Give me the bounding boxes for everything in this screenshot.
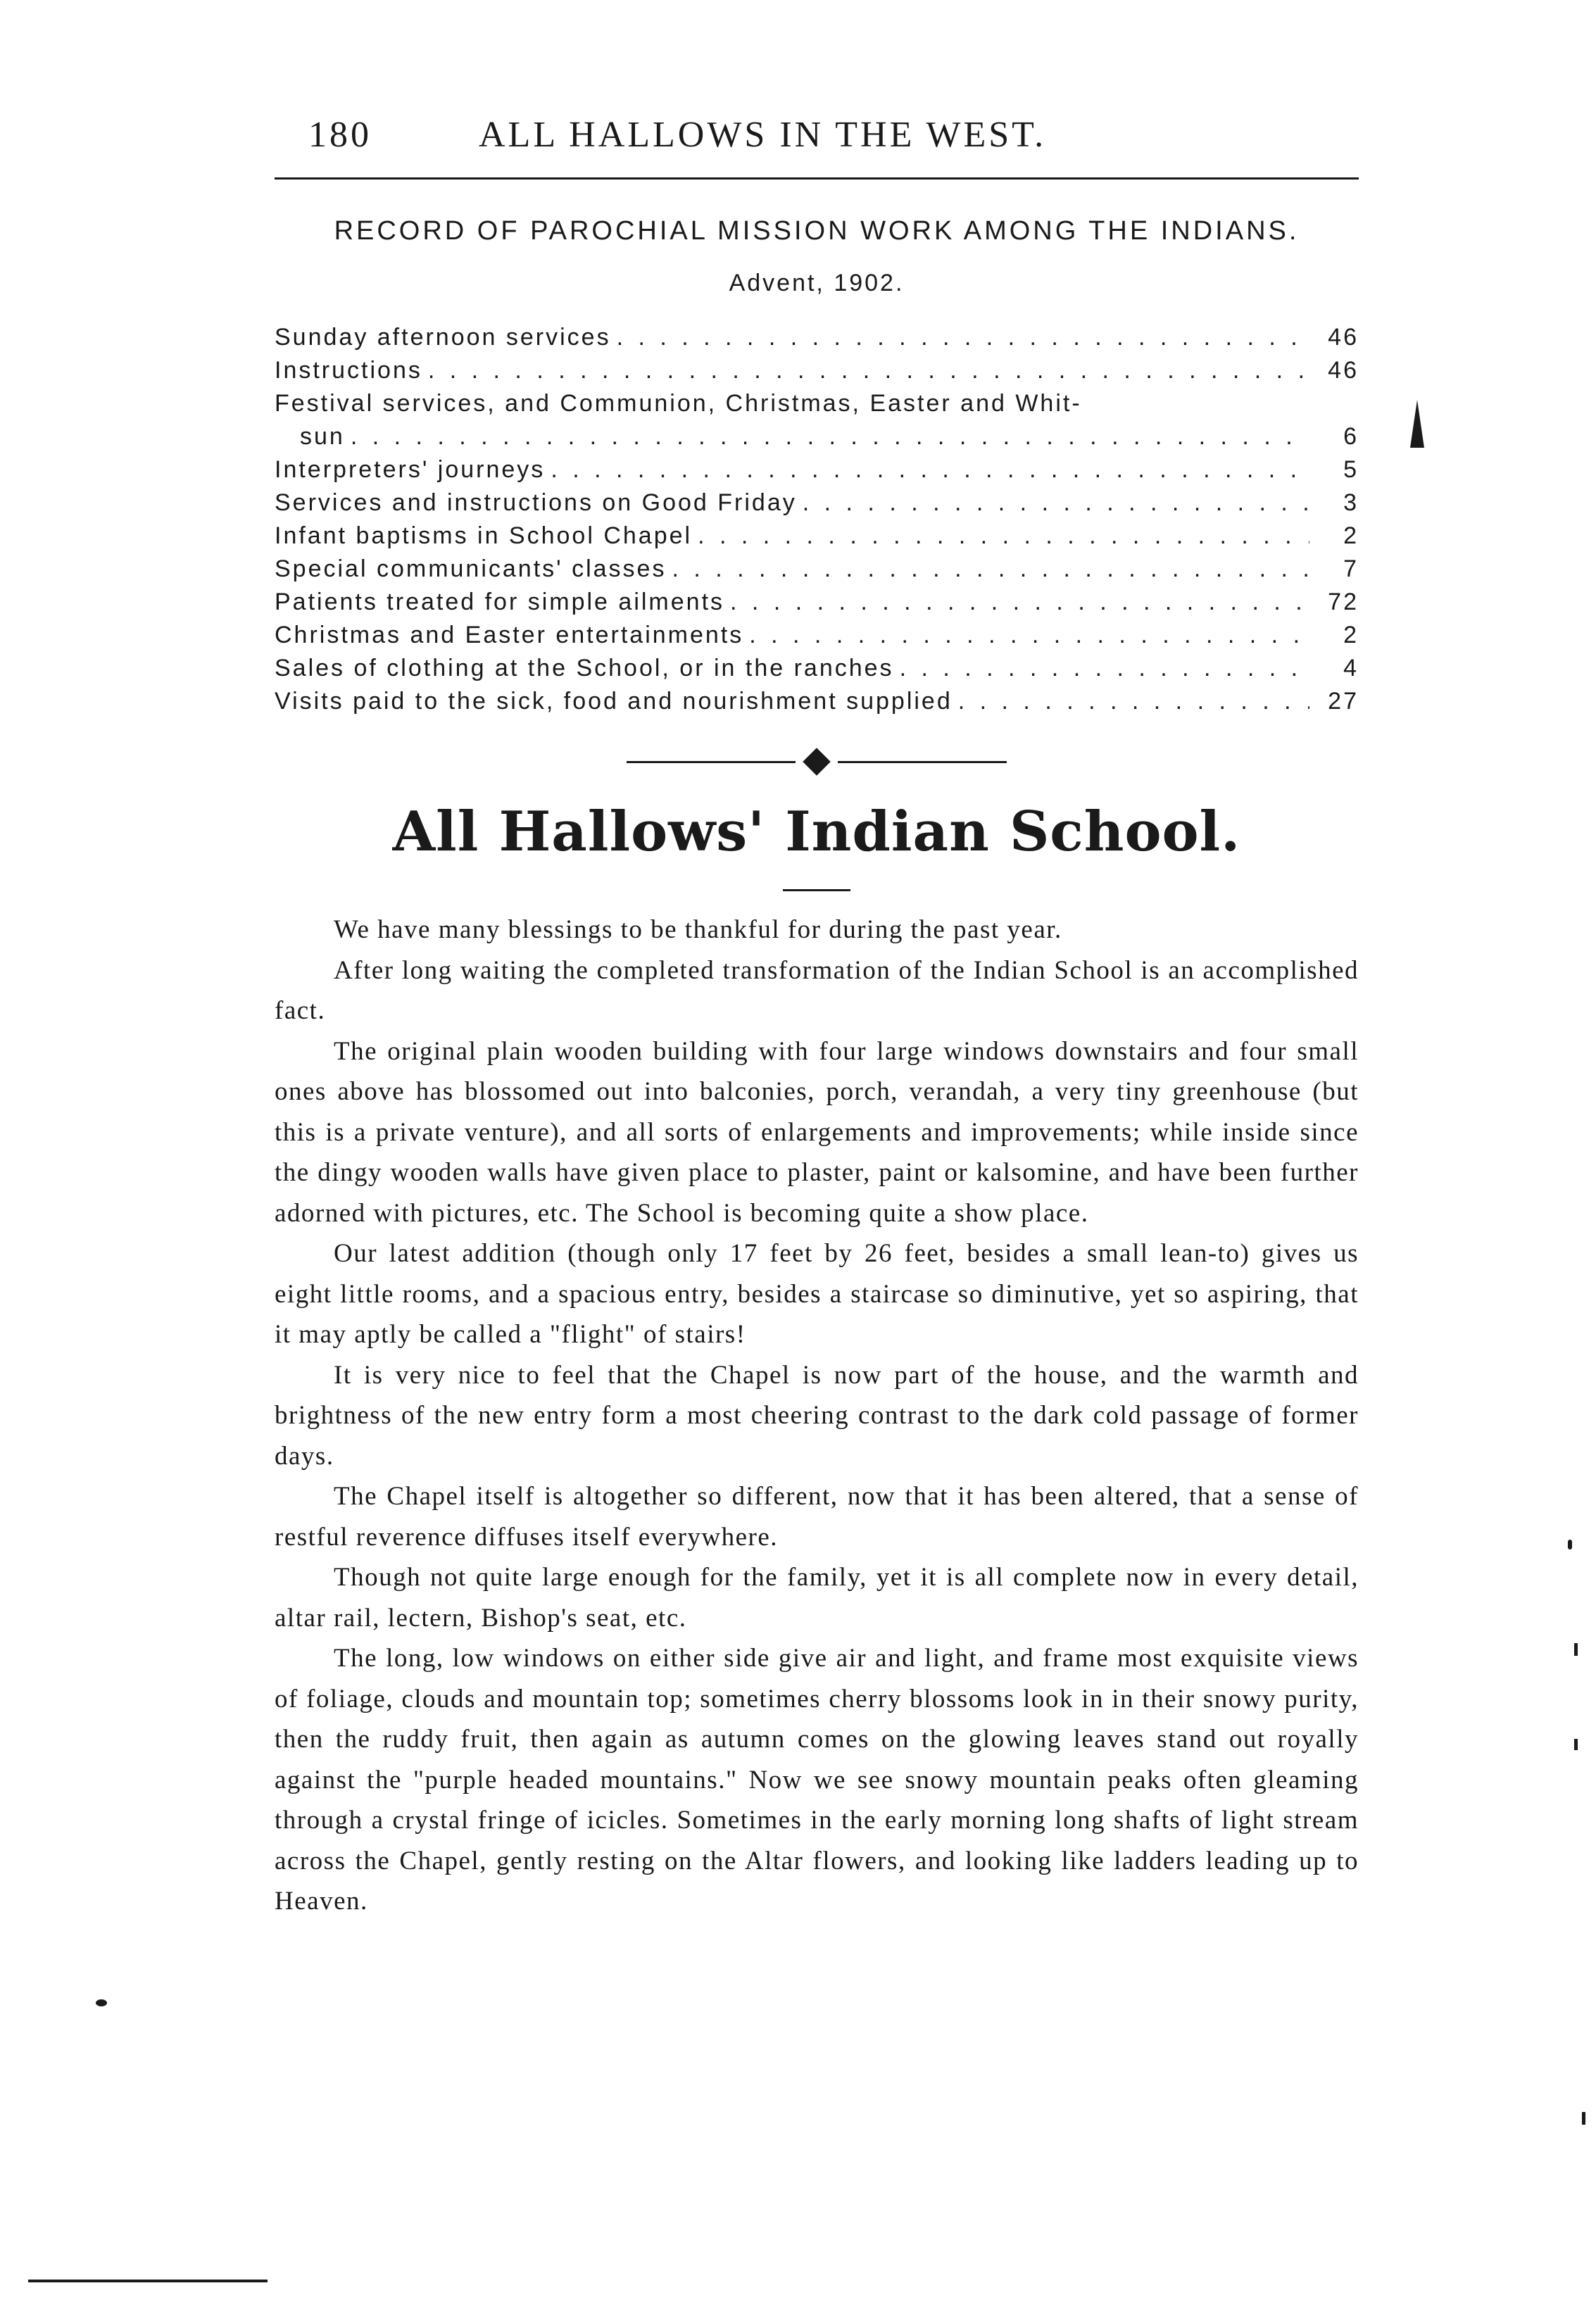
record-item-label: Visits paid to the sick, food and nourishment supplied bbox=[275, 688, 953, 715]
running-head bbox=[275, 106, 1359, 162]
record-item bbox=[275, 387, 1359, 420]
margin-scan-mark bbox=[1410, 400, 1424, 448]
bottom-rule bbox=[28, 2280, 268, 2282]
record-item-count: 6 bbox=[1343, 423, 1359, 450]
record-item-label: Special communicants' classes bbox=[275, 555, 667, 582]
dot-leader bbox=[617, 321, 1309, 354]
record-item-count: 2 bbox=[1343, 522, 1359, 549]
dot-leader bbox=[803, 486, 1309, 520]
dot-leader bbox=[551, 453, 1309, 486]
dot-leader bbox=[672, 553, 1309, 586]
record-item-count: 4 bbox=[1343, 655, 1359, 681]
margin-scan-mark bbox=[1574, 1739, 1578, 1750]
dot-leader bbox=[351, 420, 1309, 453]
margin-scan-mark bbox=[1574, 1643, 1578, 1656]
record-item-label: Services and instructions on Good Friday bbox=[275, 489, 797, 516]
record-item-label: Sunday afternoon services bbox=[275, 324, 611, 351]
record-item-count: 72 bbox=[1328, 589, 1359, 615]
paragraph: We have many blessings to be thankful for during the past year. bbox=[334, 915, 1062, 944]
paragraph: Though not quite large enough for the family, yet it is all complete now in every detail, altar rail, lectern, Bishop's seat, etc. bbox=[275, 1563, 1359, 1633]
record-title: RECORD OF PAROCHIAL MISSION WORK AMONG THE INDIANS. bbox=[334, 216, 1300, 246]
dot-leader bbox=[730, 586, 1309, 619]
paragraph: The long, low windows on either side give air and light, and frame most exquisite views of foliage, clouds and mountain top; sometimes cherry blossoms look in in their snowy purity, then the ruddy fruit, then again as autumn comes on the glowing leaves stand out royally against the "purple headed mountains." Now we see snowy mountain peaks often gleaming through a crystal fringe of icicles. Sometimes in the early morning long shafts of light stream across the Chapel, gently resting on the Altar flowers, and looking like ladders leading up to Heaven. bbox=[275, 1644, 1359, 1916]
record-item-count: 46 bbox=[1328, 357, 1359, 384]
section-title: All Hallows' Indian School. bbox=[392, 800, 1241, 864]
record-item-label: Patients treated for simple ailments bbox=[275, 589, 725, 615]
record-item-count: 2 bbox=[1343, 622, 1359, 648]
section-divider-ornament bbox=[627, 748, 1007, 776]
paragraph: Our latest addition (though only 17 feet by 26 feet, besides a small lean-to) gives us eight little rooms, and a spacious entry, besides a staircase so diminutive, yet so aspiring, that it may aptly be called a "flight" of stairs! bbox=[275, 1239, 1359, 1349]
paragraph: After long waiting the completed transformation of the Indian School is an accomplished fact. bbox=[275, 955, 1359, 1025]
title-rule bbox=[783, 889, 850, 891]
book-page bbox=[275, 106, 1359, 1922]
dot-leader bbox=[958, 685, 1309, 718]
record-item-label: Sales of clothing at the School, or in the ranches bbox=[275, 655, 894, 681]
header-rule bbox=[275, 177, 1359, 180]
record-item-count: 3 bbox=[1343, 489, 1359, 516]
margin-scan-mark bbox=[1568, 1540, 1572, 1549]
record-item-label: Christmas and Easter entertainments bbox=[275, 622, 744, 648]
running-title: ALL HALLOWS IN THE WEST. bbox=[479, 115, 1047, 155]
dot-leader bbox=[698, 520, 1309, 553]
record-item-count: 5 bbox=[1343, 456, 1359, 483]
dot-leader bbox=[428, 354, 1309, 387]
record-item bbox=[275, 520, 1359, 553]
record-date: Advent, 1902. bbox=[729, 270, 905, 296]
record-item-count: 27 bbox=[1328, 688, 1359, 715]
record-item bbox=[275, 619, 1359, 652]
record-item-count: 7 bbox=[1343, 555, 1359, 582]
record-item-label-continuation: sun bbox=[300, 423, 345, 450]
record-list bbox=[275, 321, 1359, 718]
paragraph: It is very nice to feel that the Chapel is now part of the house, and the warmth and brightness of the new entry form a most cheering contrast to the dark cold passage of former days. bbox=[275, 1360, 1359, 1471]
dot-leader bbox=[900, 652, 1309, 685]
record-item bbox=[275, 453, 1359, 486]
article-body bbox=[275, 910, 1359, 1922]
diamond-icon bbox=[803, 748, 831, 776]
record-item bbox=[275, 553, 1359, 586]
paragraph: The original plain wooden building with four large windows downstairs and four small ones above has blossomed out into balconies, porch, verandah, a very tiny greenhouse (but this is a private venture), and all sorts of enlargements and improvements; while inside since the dingy wooden walls have given place to plaster, paint or kalsomine, and have been further adorned with pictures, etc. The School is becoming quite a show place. bbox=[275, 1036, 1359, 1228]
record-item bbox=[275, 652, 1359, 685]
record-item bbox=[275, 354, 1359, 387]
record-item-label: Interpreters' journeys bbox=[275, 456, 546, 483]
record-item bbox=[275, 486, 1359, 520]
record-item-continuation bbox=[275, 420, 1359, 453]
record-item bbox=[275, 586, 1359, 619]
record-item-label: Instructions bbox=[275, 357, 422, 384]
margin-scan-mark bbox=[96, 1999, 107, 2006]
record-item-label: Festival services, and Communion, Christmas, Easter and Whit- bbox=[275, 390, 1082, 417]
record-item bbox=[275, 685, 1359, 718]
divider-line-left bbox=[627, 761, 796, 763]
divider-line-right bbox=[838, 761, 1007, 763]
page-number: 180 bbox=[308, 115, 372, 155]
record-item-label: Infant baptisms in School Chapel bbox=[275, 522, 693, 549]
record-item bbox=[275, 321, 1359, 354]
margin-scan-mark bbox=[1582, 2112, 1585, 2125]
record-item-count: 46 bbox=[1328, 324, 1359, 351]
paragraph: The Chapel itself is altogether so different, now that it has been altered, that a sense of restful reverence diffuses itself everywhere. bbox=[275, 1482, 1359, 1552]
dot-leader bbox=[749, 619, 1309, 652]
